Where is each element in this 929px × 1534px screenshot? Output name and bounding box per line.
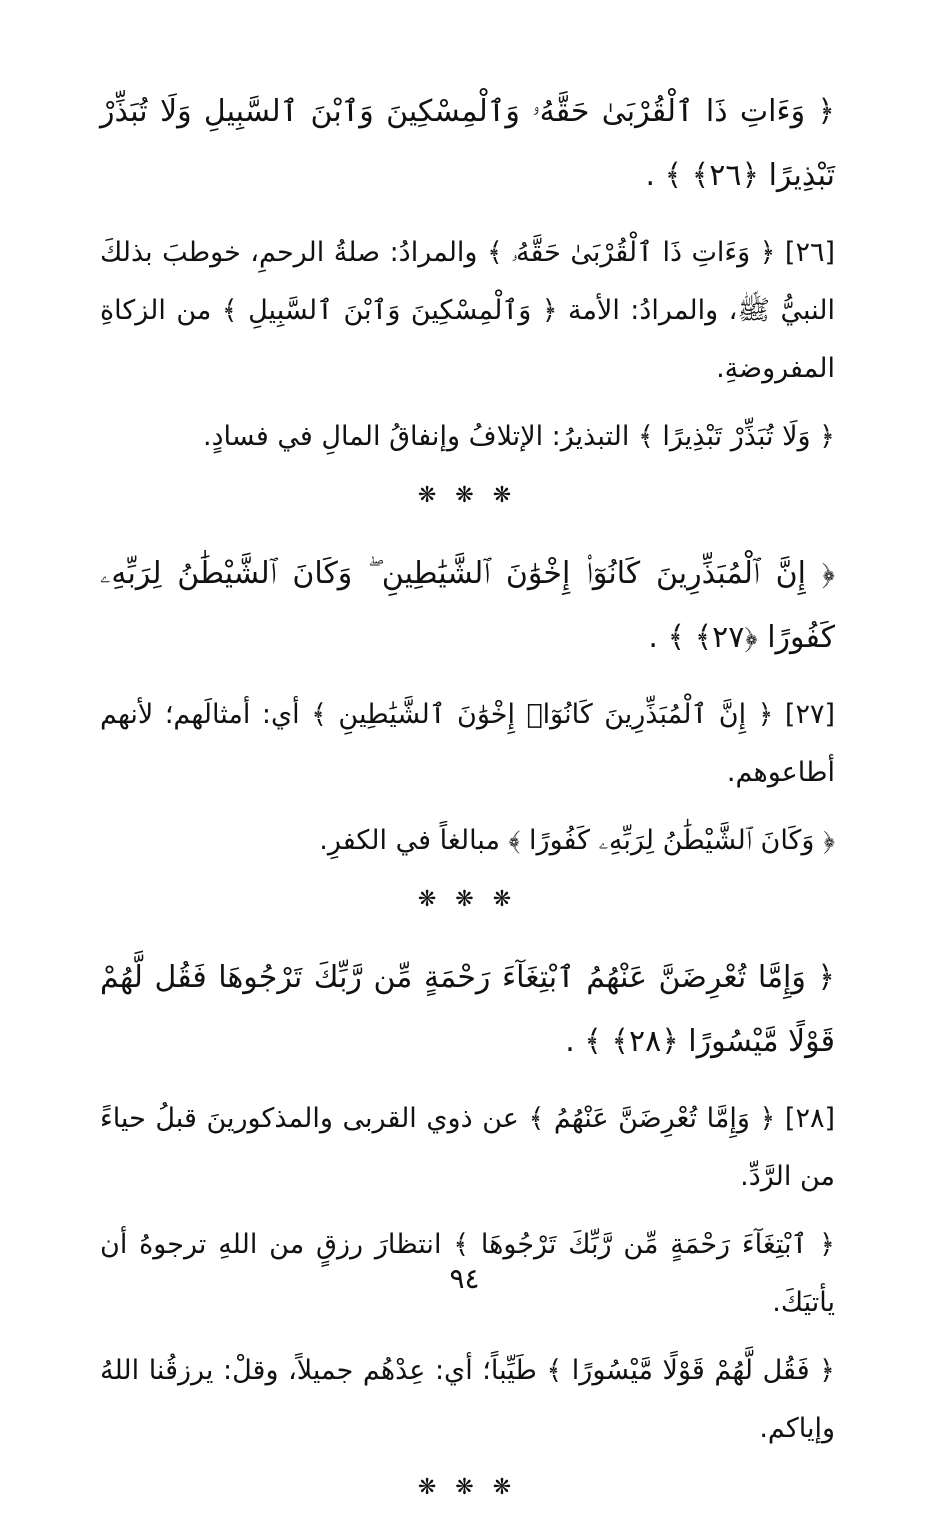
commentary-27-a: [٢٧] ﴿ إِنَّ ٱلْمُبَذِّرِينَ كَانُوٓا۟ إِخْوَٰنَ ٱلشَّيَٰطِينِ ﴾ أي: أمثالَهم؛ لأنهم أطاعوهم. <box>100 699 835 788</box>
quran-verse-28: ﴿ وَإِمَّا تُعْرِضَنَّ عَنْهُمُ ٱبْتِغَآءَ رَحْمَةٍ مِّن رَّبِّكَ تَرْجُوهَا فَقُل لَّهُمْ قَوْلًا مَّيْسُورًا ﴿٢٨﴾ ﴾ . <box>100 960 835 1059</box>
commentary-26-b: ﴿ وَلَا تُبَذِّرْ تَبْذِيرًا ﴾ التبذيرُ: الإتلافُ وإنفاقُ المالِ في فسادٍ. <box>202 421 835 452</box>
commentary-28-b: ﴿ ٱبْتِغَآءَ رَحْمَةٍ مِّن رَّبِّكَ تَرْجُوهَا ﴾ انتظارَ رزقٍ من اللهِ ترجوهُ أن يأتيَكَ. <box>100 1229 835 1318</box>
page-body <box>100 80 835 1534</box>
commentary-28-a: [٢٨] ﴿ وَإِمَّا تُعْرِضَنَّ عَنْهُمُ ﴾ عن ذوي القربى والمذكورينَ قبلُ حياءً من الرَّدِّ. <box>100 1103 835 1192</box>
commentary-26-a: [٢٦] ﴿ وَءَاتِ ذَا ٱلْقُرْبَىٰ حَقَّهُۥ ﴾ والمرادُ: صلةُ الرحمِ، خوطبَ بذلكَ النبيُّ ﷺ، والمرادُ: الأمة ﴿ وَٱلْمِسْكِينَ وَٱبْنَ ٱلسَّبِيلِ ﴾ من الزكاةِ المفروضةِ. <box>100 237 835 384</box>
commentary-27-b: ﴿ وَكَانَ ٱلشَّيْطَٰنُ لِرَبِّهِۦ كَفُورًا ﴾ مبالغاً في الكفرِ. <box>319 825 835 856</box>
quran-verse-27: ﴿ إِنَّ ٱلْمُبَذِّرِينَ كَانُوٓا۟ إِخْوَٰنَ ٱلشَّيَٰطِينِ ۖ وَكَانَ ٱلشَّيْطَٰنُ لِرَبِّهِۦ كَفُورًا ﴿٢٧﴾ ﴾ . <box>100 556 835 655</box>
section-separator: ❋ ❋ ❋ <box>417 887 518 912</box>
page-number: ٩٤ <box>449 1262 480 1295</box>
quran-verse-26: ﴿ وَءَاتِ ذَا ٱلْقُرْبَىٰ حَقَّهُۥ وَٱلْمِسْكِينَ وَٱبْنَ ٱلسَّبِيلِ وَلَا تُبَذِّرْ تَبْذِيرًا ﴿٢٦﴾ ﴾ . <box>100 94 835 193</box>
commentary-28-c: ﴿ فَقُل لَّهُمْ قَوْلًا مَّيْسُورًا ﴾ طَيِّباً؛ أي: عِدْهُم جميلاً، وقلْ: يرزقُنا اللهُ وإياكم. <box>100 1355 835 1444</box>
section-separator: ❋ ❋ ❋ <box>417 483 518 508</box>
section-separator: ❋ ❋ ❋ <box>417 1475 518 1500</box>
